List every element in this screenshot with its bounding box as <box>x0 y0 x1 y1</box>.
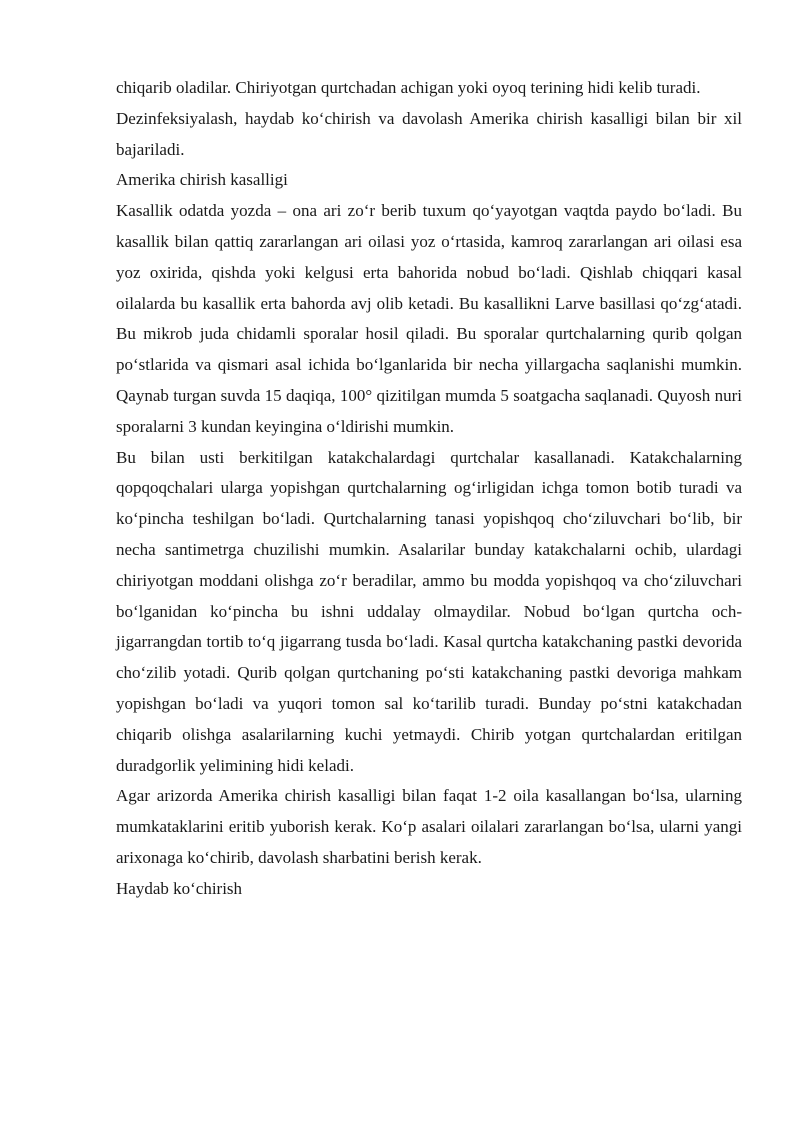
document-page <box>116 73 742 905</box>
paragraph-disease-description: Kasallik odatda yozda – ona ari zo‘r berib tuxum qo‘yayotgan vaqtda paydo bo‘ladi. Bu kasallik bilan qattiq zararlangan ari oilasi yoz o‘rtasida, kamroq zararlangan ari oilasi esa yoz oxirida, qishda yoki kelgusi erta bahorida nobud bo‘ladi. Qishlab chiqqari kasal oilalarda bu kasallik erta bahorda avj olib ketadi. Bu kasallikni Larve basillasi qo‘zg‘atadi. Bu mikrob juda chidamli sporalar hosil qiladi. Bu sporalar qurtchalarning qurib qolgan po‘stlarida va qismari asal ichida bo‘lganlarida bir necha yillargacha saqlanishi mumkin. Qaynab turgan suvda 15 daqiqa, 100° qizitilgan mumda 5 soatgacha saqlanadi. Quyosh nuri sporalarni 3 kundan keyingina o‘ldirishi mumkin. <box>116 201 742 436</box>
section-heading-american-foulbrood: Amerika chirish kasalligi <box>116 170 288 190</box>
paragraph-disinfection: Dezinfeksiyalash, haydab ko‘chirish va davolash Amerika chirish kasalligi bilan bir xil bajariladi. <box>116 108 742 159</box>
paragraph-stink-smell: chiqarib oladilar. Chiriyotgan qurtchadan achigan yoki oyoq terining hidi kelib turadi. <box>116 78 701 97</box>
section-heading-relocation: Haydab ko‘chirish <box>116 878 243 898</box>
paragraph-symptoms: Bu bilan usti berkitilgan katakchalardagi qurtchalar kasallanadi. Katakchalarning qopqoqchalari ularga yopishgan qurtchalarning og‘irligidan ichga tomon botib turadi va ko‘pincha teshilgan bo‘ladi. Qurtchalarning tanasi yopishqoq cho‘ziluvchari bo‘lib, bir necha santimetrga chuzilishi mumkin. Asalarilar bunday katakchalarni ochib, ulardagi chiriyotgan moddani olishga zo‘r beradilar, ammo bu modda yopishqoq va cho‘ziluvchari bo‘lganidan ko‘pincha bu ishni uddalay olmaydilar. Nobud bo‘lgan qurtcha och-jigarrangdan tortib to‘q jigarrang tusda bo‘ladi. Kasal qurtcha katakchaning pastki devorida cho‘zilib yotadi. Qurib qolgan qurtchaning po‘sti katakchaning pastki devoriga mahkam yopishgan bo‘ladi va yuqori tomon sal ko‘tarilib turadi. Bunday po‘stni katakchadan chiqarib olishga asalarilarning kuchi yetmaydi. Chirib yotgan qurtchalardan eritilgan duradgorlik yelimining hidi keladi. <box>116 447 742 775</box>
paragraph-treatment: Agar arizorda Amerika chirish kasalligi bilan faqat 1-2 oila kasallangan bo‘lsa, ularning mumkataklarini eritib yuborish kerak. Ko‘p asalari oilalari zararlangan bo‘lsa, ularni yangi arixonaga ko‘chirib, davolash sharbatini berish kerak. <box>116 786 742 867</box>
